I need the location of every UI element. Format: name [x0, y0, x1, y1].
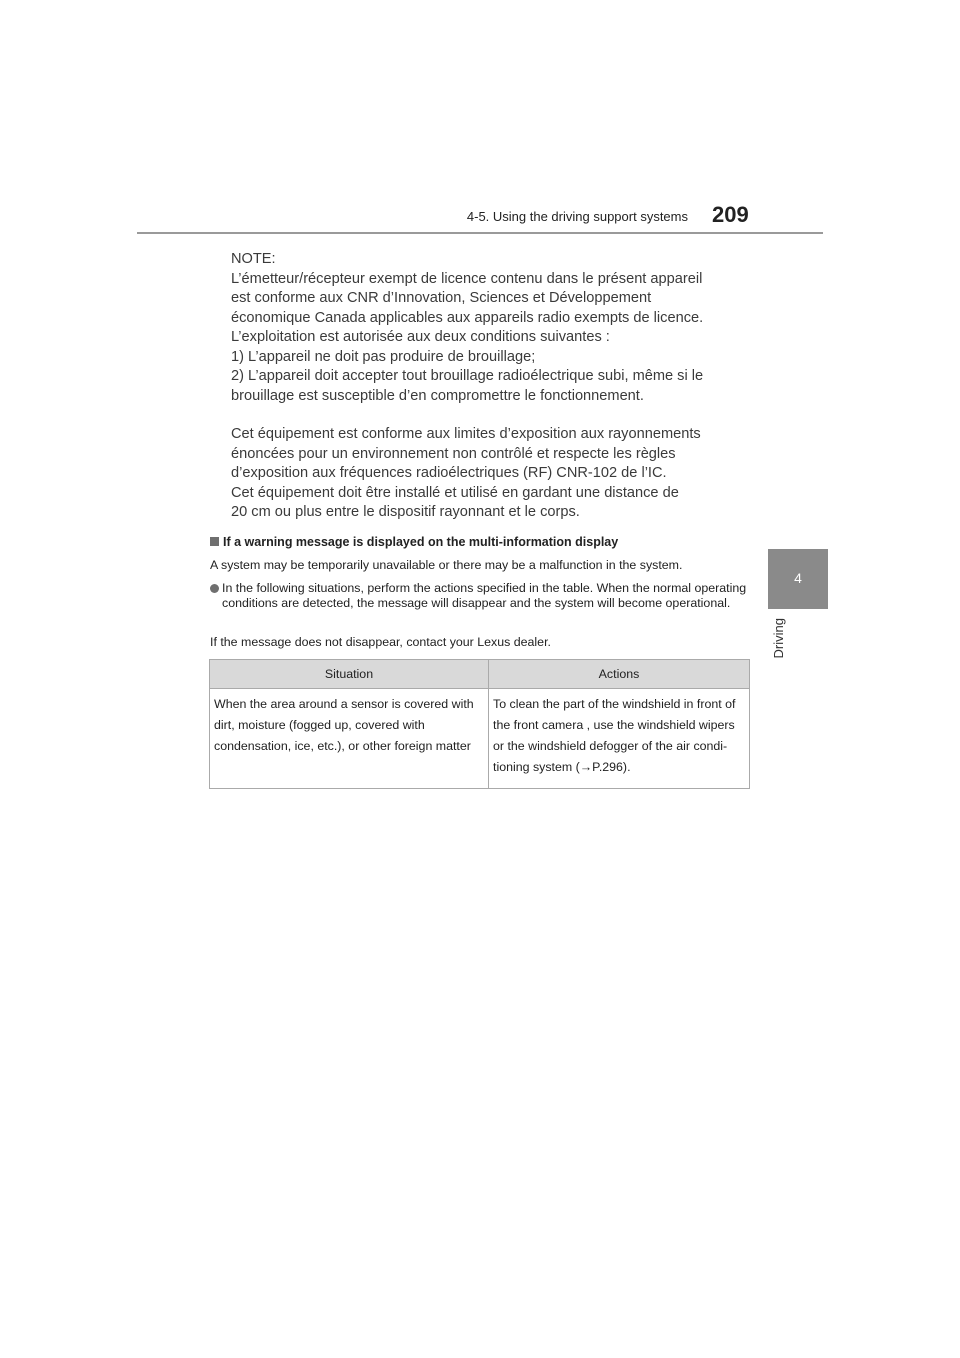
chapter-label: Driving: [771, 618, 786, 659]
notice-line: est conforme aux CNR d’Innovation, Sciences et Développement: [231, 290, 652, 306]
situation-cell: When the area around a sensor is covered with dirt, moisture (fogged up, covered with condensation, ice, etc.), or other foreign matter: [210, 689, 489, 789]
notice-line: NOTE:: [231, 251, 276, 267]
notice-line: L’exploitation est autorisée aux deux conditions suivantes :: [231, 329, 610, 345]
notice-line: brouillage est susceptible d’en compromettre le fonctionnement.: [231, 387, 644, 404]
notice-line: économique Canada applicables aux appareils radio exempts de licence.: [231, 309, 704, 326]
notice-line: L’émetteur/récepteur exempt de licence contenu dans le présent appareil: [231, 270, 703, 287]
notice-spacer: [231, 406, 751, 425]
section-heading: [210, 535, 770, 549]
list-item-text: In the following situations, perform the actions specified in the table. When the normal operating conditions are detected, the message will disappear and the system will become operational.: [222, 581, 747, 610]
bullet-dot-icon: [210, 584, 219, 593]
notice-line: Cet équipement est conforme aux limites d’exposition aux rayonnements: [231, 426, 701, 442]
notice-line: Cet équipement doit être installé et utilisé en gardant une distance de: [231, 484, 679, 501]
notice-line: 2) L’appareil doit accepter tout brouillage radioélectrique subi, même si le: [231, 368, 704, 384]
chapter-label-container: [769, 618, 809, 688]
table-row: [210, 689, 750, 789]
notice-line: 1) L’appareil ne doit pas produire de brouillage;: [231, 348, 536, 365]
table-header-row: [210, 660, 750, 689]
square-bullet-icon: [210, 537, 219, 546]
closing-text: If the message does not disappear, contact your Lexus dealer.: [210, 635, 551, 649]
chapter-tab: 4: [768, 549, 828, 609]
page-number: 209: [712, 202, 749, 227]
column-header-situation: Situation: [210, 660, 489, 689]
intro-text: A system may be temporarily unavailable or there may be a malfunction in the system.: [210, 558, 683, 572]
action-cell: To clean the part of the windshield in front of the front camera , use the windshield wipers or the windshield defogger of the air condi-tioning system (→P.296).: [489, 689, 750, 789]
regulatory-notice: [231, 250, 751, 523]
notice-line: d’exposition aux fréquences radioélectriques (RF) CNR-102 de l’IC.: [231, 465, 667, 481]
situation-actions-table: [209, 659, 750, 789]
notice-line: énoncées pour un environnement non contrôlé et respecte les règles: [231, 445, 676, 462]
header-rule: [137, 232, 823, 234]
list-item: [210, 581, 750, 611]
section-title: 4-5. Using the driving support systems: [466, 209, 688, 224]
notice-line: 20 cm ou plus entre le dispositif rayonnant et le corps.: [231, 504, 580, 520]
column-header-actions: Actions: [489, 660, 750, 689]
section-heading-text: If a warning message is displayed on the multi-information display: [223, 535, 619, 549]
